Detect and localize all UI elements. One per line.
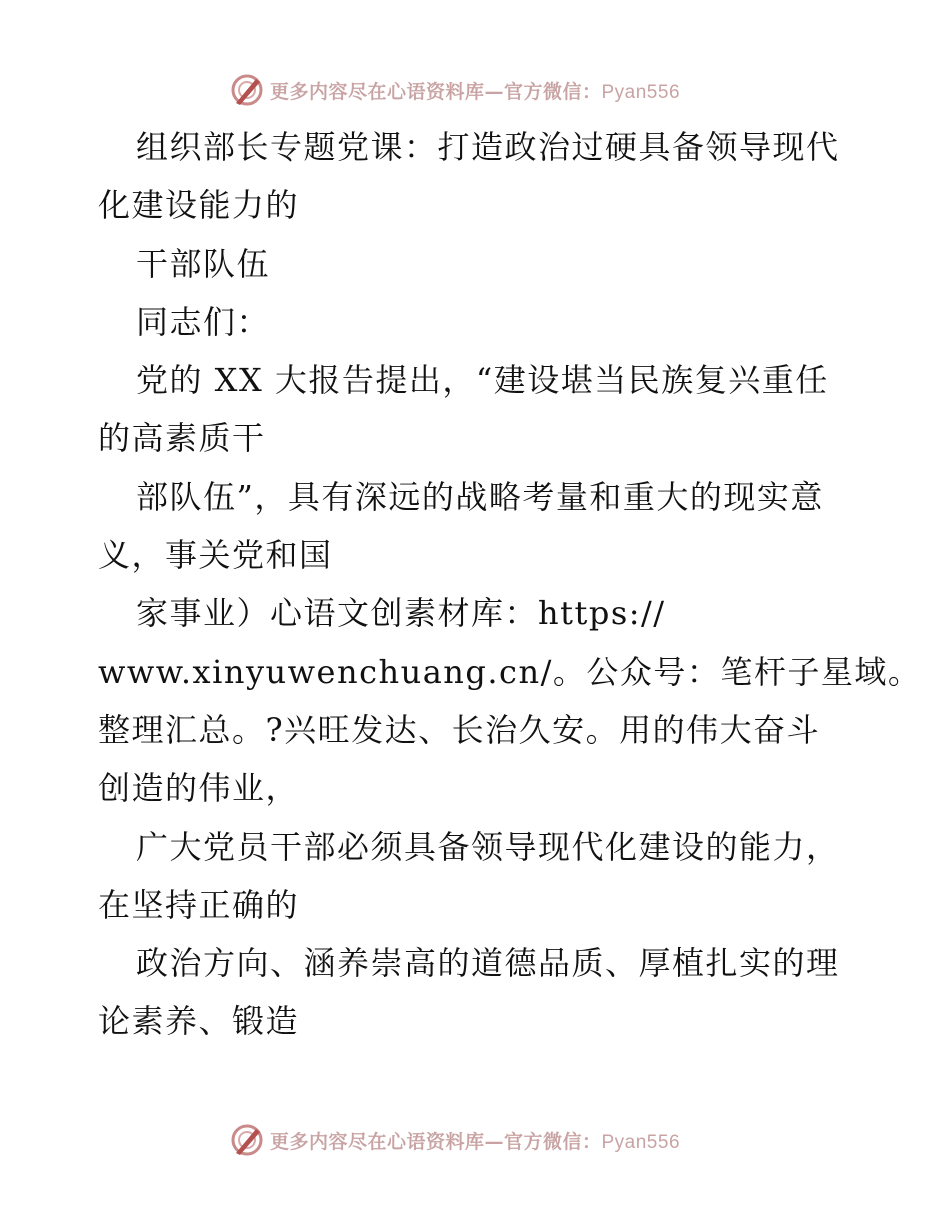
- paragraph-line: 义，事关党和国: [98, 536, 333, 575]
- watermark-text: 更多内容尽在心语资料库—官方微信：Pyan556: [269, 80, 681, 103]
- document-body: [98, 118, 922, 1051]
- title-line: 干部队伍: [136, 244, 271, 283]
- paragraph-line: 创造的伟业，: [98, 769, 300, 808]
- footer-watermark: [0, 1120, 950, 1160]
- paragraph-line: 在坚持正确的: [98, 885, 300, 924]
- pen-logo-icon: [230, 73, 264, 107]
- title-line: 化建设能力的: [98, 186, 300, 225]
- title-line: 组织部长专题党课：打造政治过硬具备领导现代: [136, 128, 840, 166]
- paragraph-line: 整理汇总。?兴旺发达、长治久安。用的伟大奋斗: [98, 710, 821, 749]
- paragraph-line: 论素养、锻造: [98, 1002, 300, 1041]
- watermark-text: 更多内容尽在心语资料库—官方微信：Pyan556: [269, 1130, 681, 1153]
- paragraph-line: 的高素质干: [98, 419, 266, 458]
- pen-logo-icon: [230, 1123, 264, 1157]
- paragraph-line: 部队伍”，具有深远的战略考量和重大的现实意: [136, 477, 824, 516]
- salutation: 同志们：: [136, 302, 271, 341]
- paragraph-line: 家事业）心语文创素材库：https://: [136, 594, 666, 633]
- url-line: www.xinyuwenchuang.cn/。公众号：笔杆子星域。: [98, 652, 922, 691]
- paragraph-line: 广大党员干部必须具备领导现代化建设的能力，: [136, 827, 840, 866]
- header-watermark: [0, 70, 950, 110]
- paragraph-line: 党的 XX 大报告提出，“建设堪当民族复兴重任: [136, 361, 829, 400]
- paragraph-line: 政治方向、涵养崇高的道德品质、厚植扎实的理: [136, 944, 840, 983]
